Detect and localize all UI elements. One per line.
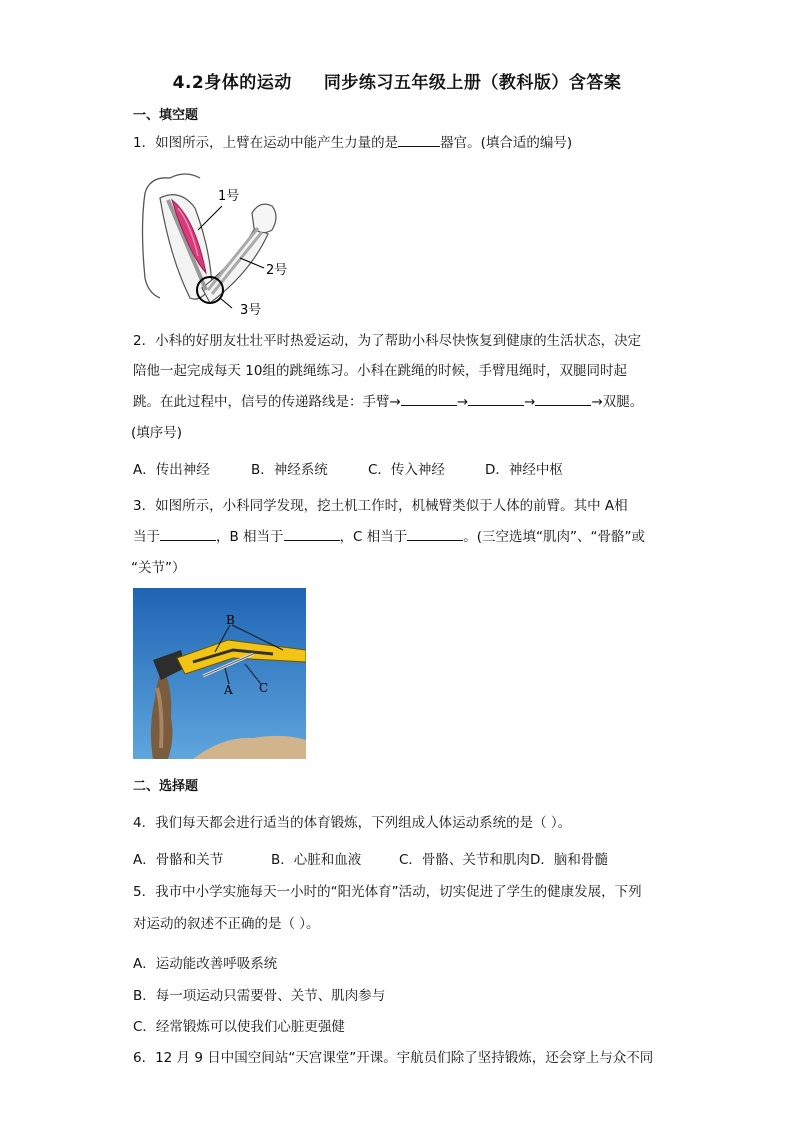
option-c[interactable]: C．骨骼、关节和肌肉 [399,852,530,868]
question-2-line-2: 陪他一起完成每天 10组的跳绳练习。小科在跳绳的时候，手臂甩绳时，双腿同时起 [133,363,627,379]
label-c: C [259,681,269,695]
answer-blank[interactable] [535,391,591,406]
answer-blank[interactable] [407,526,463,541]
label-3: 3号 [240,303,262,318]
question-5-line-1: 5．我市中小学实施每天一小时的“阳光体育”活动，切实促进了学生的健康发展，下列 [133,884,642,900]
answer-blank[interactable] [160,526,216,541]
option-a[interactable]: A．骨骼和关节 [133,852,224,868]
option-d[interactable]: D．脑和骨髓 [529,852,608,868]
answer-blank[interactable] [401,391,457,406]
arrow-text: → [524,394,536,410]
label-a: A [224,683,233,697]
answer-blank[interactable] [398,132,440,147]
question-5-option-b[interactable]: B．每一项运动只需要骨、关节、肌肉参与 [133,988,386,1004]
answer-blank[interactable] [284,526,340,541]
label-2: 2号 [266,263,288,278]
arrow-text: → [456,394,469,410]
section-fill-in: 一、填空题 [133,108,199,123]
question-3-line-2 [133,525,645,545]
question-1-text-b: 器官。(填合适的编号) [440,135,573,151]
question-6-line-1: 6．12 月 9 日中国空间站“天宫课堂”开课。宇航员们除了坚持锻炼，还会穿上与众不同 [133,1050,654,1066]
question-2-end-text: →双腿。 [591,394,644,410]
question-3-text-a: 当于 [133,529,160,545]
option-c[interactable]: C．传入神经 [368,462,445,478]
question-5-line-2: 对运动的叙述不正确的是（ ）。 [133,916,320,932]
question-5-option-a[interactable]: A．运动能改善呼吸系统 [133,956,278,972]
option-d[interactable]: D．神经中枢 [485,462,563,478]
option-b[interactable]: B．心脏和血液 [271,852,362,868]
question-3-text-b: ，B 相当于 [216,529,284,545]
label-1: 1号 [218,189,240,204]
question-4-options [133,848,608,868]
answer-blank[interactable] [468,391,524,406]
question-2-text: 跳。在此过程中，信号的传递路线是：手臂→ [133,394,401,410]
question-2-options [133,458,563,478]
page-title: 4.2身体的运动 同步练习五年级上册（教科版）含答案 [172,73,622,93]
question-3-text-c: ，C 相当于 [339,529,408,545]
label-b: B [226,613,235,627]
question-3-text-d: 。(三空选填“肌肉”、“骨骼”或 [463,529,646,545]
question-4-text: 4．我们每天都会进行适当的体育锻炼，下列组成人体运动系统的是（ ）。 [133,815,572,831]
question-2-line-3 [133,390,643,410]
question-3-line-3: “关节”） [131,560,186,576]
option-a[interactable]: A．传出神经 [133,462,210,478]
section-multiple-choice: 二、选择题 [133,779,199,794]
question-1 [133,131,572,151]
arm-diagram-figure [140,168,300,318]
question-3-line-1: 3．如图所示，小科同学发现，挖土机工作时，机械臂类似于人体的前臂。其中 A相 [133,498,628,514]
question-1-text-a: 1．如图所示，上臂在运动中能产生力量的是 [133,135,399,151]
excavator-photo-figure [133,588,306,759]
question-5-option-c[interactable]: C．经常锻炼可以使我们心脏更强健 [133,1019,345,1035]
question-2-line-4: (填序号) [131,425,183,441]
option-b[interactable]: B．神经系统 [251,462,328,478]
question-2-line-1: 2．小科的好朋友壮壮平时热爱运动，为了帮助小科尽快恢复到健康的生活状态，决定 [133,333,642,349]
